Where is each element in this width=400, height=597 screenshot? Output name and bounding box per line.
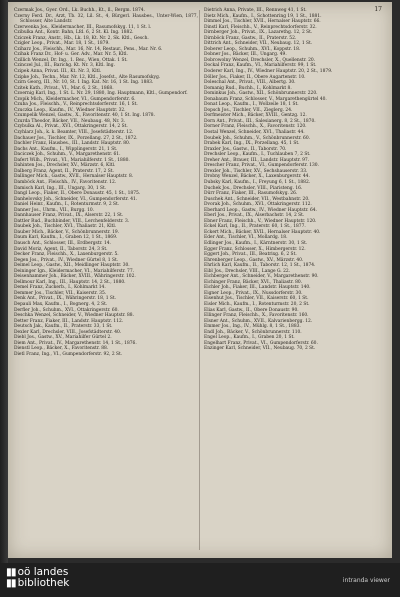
directory-entry: Elias Karl, Gastw., II., Obere Donaustr. 90. bbox=[204, 307, 299, 313]
directory-entry: Deutsch Jak., Kaufm., II., Praterstr. 33, 1 St. bbox=[14, 324, 113, 330]
directory-entry: Dafert Wilh., Privat., VI., Mariahilferstr. 1 St., 1880. bbox=[14, 157, 130, 163]
directory-entry: Czillich Wenzel, Dr. Ing., 1. Bez., Wien, Ottak. 1 St. bbox=[14, 57, 128, 63]
directory-entry: Diebl Jos., Gastw., XV., Mariahilfer Gürtel 2. bbox=[14, 335, 112, 341]
directory-entry: Dallinger Mich., Gastw., XVII., Hernalser Hauptstr. 8. bbox=[14, 174, 134, 180]
directory-entry: Draxler Jos., Gastw., II., Taborstr. 70. bbox=[204, 146, 287, 152]
directory-entry: Dobner Jos., Bäcker, III., Ungarg. 49. bbox=[204, 52, 287, 58]
directory-entry: Dirnberger Joh., Privat., IX., Lazarethg. 12, 2 St. bbox=[204, 30, 313, 36]
directory-entry: Degen Jos., Privat., IV., Wiedner Gürtel 8, 1 St. bbox=[14, 257, 119, 263]
brand-line-1: oö landes bbox=[17, 566, 69, 578]
directory-entry: Eberl Jos., Privat., IX., Alserbachstr. 14, 2 St. bbox=[204, 213, 305, 219]
directory-entry: Demmer Jos., Tischler, VII., Kaiserstr. 35. bbox=[14, 290, 107, 296]
directory-entry: Dvorak Joh., Schuhm., XVI., Ottakringerstr. 112. bbox=[204, 202, 312, 208]
directory-entry: Czerwenka Jos., Kleidermacher, III., Rasumofskyg. 11, 1 St. l. bbox=[14, 24, 152, 30]
directory-entry: Dachs Ant., Kaufm., I., Wipplingerstr. 21, 1 St. bbox=[14, 146, 118, 152]
directory-entry: Czipke Joh., Techn., Mar. Nr. 12, Kltl., Josefst., Alte Rasumofskyg. bbox=[14, 74, 161, 80]
directory-entry: Eichler Joh., Fiaker, III., Landstr. Hauptstr. 140. bbox=[204, 285, 311, 291]
directory-entry: Dietz Mich., Kaufm., I., Schottenring 19, 1 St., 1881. bbox=[204, 13, 322, 19]
directory-entry: Dellmour Karl, Ing., III., Hauptstr. 14, 2 St., 1880. bbox=[14, 279, 126, 285]
directory-entry: Daubek Joh., Tischler, XVI., Thaliastr. 21, Kltl. bbox=[14, 224, 117, 230]
directory-entry: Eder Ant., Tischler, VI., Mollardg. 18. bbox=[204, 235, 288, 241]
directory-entry: Dorn Ant., Privat., III., Salesianerg. 8, 2 St., 1870. bbox=[204, 118, 316, 124]
directory-entry: Deimel Leop., Gastw., XII., Meidlinger Hauptstr. 30. bbox=[14, 263, 130, 269]
directory-entry: Czopik Mich., Kleidermacher, VI., Gumpendorferstr. 6. bbox=[14, 96, 136, 102]
directory-entry: Dopsch Jos., Tischler, VII., Zieglerg. 24. bbox=[204, 107, 293, 113]
directory-entry: Daciczek Joh., Schuhm., V., Margarethenstr. 61. bbox=[14, 152, 121, 158]
directory-entry: Ehrenberger Leop., Gastw., XV., Märzstr. 40. bbox=[204, 257, 304, 263]
directory-entry: Czipek Anna, Privat. III., Kt. Nr. 3, Kltl. bbox=[14, 69, 102, 75]
directory-entry: Detter Franz, Fiaker, III., Landstr. Hauptstr. 112. bbox=[14, 318, 124, 324]
directory-entry: Cziharz Jos., Fleischh., Mar. 16, Nr. 14, Restaur., Pens., Mar. Nr. 6. bbox=[14, 46, 163, 52]
directory-entry: Domanig Rud., Buchh., I., Kohlmarkt 8. bbox=[204, 85, 292, 91]
directory-entry: Demel Franz, Zuckerb., I., Kohlmarkt 14. bbox=[14, 285, 106, 291]
directory-entry: Duschek Ant., Schneider, VII., Westbahnstr. 20. bbox=[204, 196, 310, 202]
directory-entry: Denk Ant., Privat., IX., Währingerstr. 18, 1 St. bbox=[14, 296, 117, 302]
directory-entry: Czinczel Jul., III., Barichg. Kt. Nr. 3, Kltl. Ing. bbox=[14, 63, 115, 69]
directory-entry: Edlinger Jos., Kaufm., I., Kärntnerstr. 30, 1 St. bbox=[204, 240, 308, 246]
directory-entry: Dinstl Karl, Fleischh., V., Reinprechtsdorferstr. 32. bbox=[204, 24, 317, 30]
directory-entry: Dobrowolny Wenzel, Drechsler, X., Quellenstr. 20. bbox=[204, 57, 316, 63]
directory-entry: Doberer Leop., Schuhm., XVI., Koppstr. 18. bbox=[204, 46, 301, 52]
directory-entry: Dorfmeister Mich., Bäcker, XVIII., Gentzg. 12. bbox=[204, 113, 307, 119]
directory-entry: Deisenhammer Joh., Bäcker, XVIII., Währingerstr. 102. bbox=[14, 274, 136, 280]
directory-entry: Czirn Georg, III., Nr. 10, St. 1 Ing. Kat. Nr. 16, 1 St. Ing. 1883. bbox=[14, 80, 154, 86]
directory-entry: Eberhard Leop., Gastw., IV., Wiedner Hauptstr. 64. bbox=[204, 207, 317, 213]
logo-line-2 bbox=[6, 578, 69, 589]
logo-mark-icon: ▮▮ bbox=[6, 577, 16, 589]
directory-entry: Enzinger Karl, Schneider, VII., Neubaug. 70, 2 St. bbox=[204, 346, 316, 352]
directory-entry: Eichberger Ant., Schneider, V., Margarethenstr. 90. bbox=[204, 274, 319, 280]
directory-entry: Eibl Jos., Drechsler, VIII., Lange G. 22. bbox=[204, 268, 291, 274]
directory-entry: Deschka Wenzel, Schneider, V., Wiedner Hauptstr. 88. bbox=[14, 313, 134, 319]
directory-entry: Doubek Joh., Schuhm., V., Schönbrunnerstr. 60. bbox=[204, 135, 311, 141]
directory-entry: Eggert Joh., Privat., III., Beatrixg. 6, 2 St. bbox=[204, 252, 297, 258]
directory-entry: Derfler Joh., Schuhm., XVI., Ottakringerstr. 60. bbox=[14, 307, 119, 313]
directory-entry: Czihak Franz Dr., Hof- u. Ger. Adv., Mar. Nr. 5, Kltl. bbox=[14, 52, 128, 58]
directory-entry: Egger Franz, Schlosser, X., Himbergerstr. 12. bbox=[204, 246, 306, 252]
directory-entry: Daum Karl, Kaufm., I., Graben 12, 1 St., 1869. bbox=[14, 235, 118, 241]
directory-entry: Donabaum Franz, Schlosser, V., Margarethengürtel 40. bbox=[204, 96, 327, 102]
directory-entry: Dienstl Leop., Bäcker, X., Favoritenstr. 88. bbox=[14, 346, 109, 352]
directory-entry: Eichinger Franz, Bäcker, XVI., Thaliastr. 80. bbox=[204, 279, 303, 285]
directory-entry: Czumpelik Wenzel, Gastw., X., Favoritenstr. 40, 1 St. Ing. 1878. bbox=[14, 113, 155, 119]
left-column bbox=[14, 8, 198, 554]
directory-entry: Dreher Ant., Brauer, III., Landstr. Hauptstr. 97. bbox=[204, 157, 310, 163]
logo-mark-icon: ▮▮ bbox=[6, 566, 16, 578]
directory-entry: Dachler Franz, Hausbes., III., Landstr. Hauptstr. 80. bbox=[14, 141, 131, 147]
directory-entry: Dahinten Jos., Drechsler, XV., Märzstr. 6, Kltl. bbox=[14, 163, 116, 169]
scanned-page bbox=[8, 2, 392, 558]
directory-entry: Diem Ant., Privat., IV., Margarethenstr. 14, 1 St., 1876. bbox=[14, 340, 137, 346]
library-logo[interactable] bbox=[6, 567, 69, 589]
directory-entry: Dorner Franz, Fleischh., X., Favoritenstr. 120. bbox=[204, 124, 307, 130]
directory-entry: Doleschal Ant., Privat., VIII., Albertg. 30. bbox=[204, 80, 296, 86]
directory-entry: Czitek Kath., Privat., VI., Mar. 6, 2 St., 1868. bbox=[14, 85, 114, 91]
viewer-footer bbox=[0, 563, 400, 597]
directory-entry: Dittrich Ant., Schneider, VII., Neubaug. 12, 1 St. bbox=[204, 41, 313, 47]
directory-entry: Dexler Karl, Drechsler, VIII., Josefstädterstr. 40. bbox=[14, 329, 122, 335]
directory-entry: Damisch Karl, Ing., III., Ungarg. 30, 1 St. bbox=[14, 185, 107, 191]
directory-entry: Dominkus Joh., Gastw., XII., Schönbrunnerstr. 220. bbox=[204, 91, 318, 97]
directory-entry: Drobny Wenzel, Bäcker, X., Laxenburgerstr. 44. bbox=[204, 174, 310, 180]
directory-entry: Elsner Ant., Schuhm., XVII., Kalvarienbergg. 12. bbox=[204, 318, 313, 324]
directory-entry: Dangl Leop., Fiaker, II., Obere Donaustr. 45, 1 St., 1875. bbox=[14, 191, 141, 197]
directory-entry: Döller Jos., Fiaker, II., Obere Augartenstr. 10. bbox=[204, 74, 306, 80]
directory-entry: Engel Leop., Kaufm., I., Graben 20, 1 St. bbox=[204, 335, 295, 341]
directory-entry: Czyhlarz Joh., k. k. Beamter, VIII., Josefstädterstr. 12. bbox=[14, 130, 134, 136]
directory-entry: Engelhart Franz, Privat., VI., Gumpendorferstr. 60. bbox=[204, 340, 318, 346]
column-divider bbox=[199, 10, 200, 550]
brand-line-2: bibliothek bbox=[17, 577, 70, 589]
directory-entry: David Moriz, Agent, II., Taborstr. 24, 3 St. bbox=[14, 246, 108, 252]
directory-entry: Czuczka Leop., Kaufm., IV., Wiedner Hauptstr. 32. bbox=[14, 107, 126, 113]
page-number: 17 bbox=[374, 6, 382, 13]
directory-entry: Dannhauser Franz, Privat., IX., Alserstr. 22, 1 St. bbox=[14, 213, 124, 219]
viewer-label[interactable]: intranda viewer bbox=[342, 577, 390, 584]
directory-entry: Emmer Jos., Ing., IV., Mühlg. 8, 1 St., 1883. bbox=[204, 324, 301, 330]
directory-entry: Danner Jos., Uhrm., VII., Burgg. 10. bbox=[14, 207, 95, 213]
directory-entry: Drechsler Leop., Kaufm., I., Tuchlauben 7, 2 St. bbox=[204, 152, 311, 158]
directory-entry: Eisler Mich., Kaufm., I., Rotenturmstr. 20, 2 St. bbox=[204, 301, 310, 307]
directory-entry: Dauber Mich., Bäcker, V., Schönbrunnerstr. 19. bbox=[14, 229, 120, 235]
directory-entry: Dietl Franz, Ing., VI., Gumpendorferstr. 92, 2 St. bbox=[14, 351, 123, 357]
directory-entry: Czerny Ferd. Dr., Arzt, Tb. 32, Lil. St., 4, Bürgerl. Hausbes., Unter-Wien, 1877, Schlosser, Alte Landstr. bbox=[14, 13, 198, 25]
directory-entry: Damböck Ant., Fleischh., IV., Favoritenstr. 12. bbox=[14, 179, 117, 185]
directory-entry: Drescher Franz, Privat., VI., Gumpendorferstr. 130. bbox=[204, 163, 319, 169]
directory-entry: Czigler Leop., Privat., Mar. 18, 1 St., 1879. bbox=[14, 41, 110, 47]
directory-entry: Drabek Karl, Ing., IX., Porzellang. 45, 1 St. bbox=[204, 141, 300, 147]
directory-entry: Dubsky Karl, Kaufm., I., Freyung 6, 1 St., 1882. bbox=[204, 179, 311, 185]
directory-entry: Dürr Franz, Fiaker, III., Rasumofskyg. 26. bbox=[204, 191, 298, 197]
directory-entry: Eigner Leop., Privat., IX., Nussdorferstr. 30. bbox=[204, 290, 303, 296]
directory-entry: Doderer Karl, Ing., IV., Wiedner Hauptstr. 20, 2 St., 1879. bbox=[204, 69, 333, 75]
directory-entry: Drexler Joh., Tischler, XV., Sechshauserstr. 33. bbox=[204, 168, 308, 174]
right-column bbox=[204, 8, 388, 554]
directory-entry: Depauli Max, Kaufm., I., Bognerg. 4, 2 St. bbox=[14, 301, 108, 307]
directory-entry: Dietrich Anna, Private, III., Rennweg 41, 1 St. bbox=[204, 8, 307, 13]
directory-entry: Decker Franz, Fleischh., X., Laxenburgerstr. 5. bbox=[14, 252, 119, 258]
directory-entry: Dalberg Franz, Agent, II., Praterstr. 17, 2 St. bbox=[14, 168, 114, 174]
directory-entry: Duchek Jos., Drechsler, VIII., Piaristeng. 16. bbox=[204, 185, 303, 191]
directory-entry: Eckel Karl, Ing., II., Praterstr. 60, 1 St., 1877. bbox=[204, 224, 306, 230]
directory-entry: Deininger Ign., Kleidermacher, VI., Mariahilferstr. 77. bbox=[14, 268, 135, 274]
directory-entry: Czoernig Karl, Ing., 1 St. L. Nr. 29, 1880, Ing. Hauptmann, Kltl., Gumpendorf. bbox=[14, 91, 188, 97]
directory-entry: Cziczek Franz, Anstr., Hb., Lk. 18, Kt. Nr. 2, Sk. Kltl., Gesch. bbox=[14, 35, 149, 41]
directory-entry: Dirnböck Franz, Gastw., II., Praterstr. 52. bbox=[204, 35, 297, 41]
directory-entry: Dimmel Jos., Tischler, XVII., Hernalser Hauptstr. 66. bbox=[204, 19, 321, 25]
page-gutter bbox=[0, 0, 8, 563]
directory-entry: Ehrlich Karl, Kaufm., II., Taborstr. 12, 1 St., 1874. bbox=[204, 263, 316, 269]
directory-entry: Dachauer Jos., Tischler, IX., Porzellang. 27, 2 St., 1872. bbox=[14, 135, 138, 141]
directory-entry: Dockal Franz, Kaufm., VI., Mariahilferstr. 99, 1 St. bbox=[204, 63, 317, 69]
directory-entry: Ebner Franz, Fleischh., V., Wiedner Hauptstr. 120. bbox=[204, 218, 317, 224]
directory-entry: Czybulka Al., Privat., XVI., Ottakringerstr. 14, 2 St. bbox=[14, 124, 128, 130]
directory-entry: Ellinger Franz, Fleischh., X., Favoritenstr. 160. bbox=[204, 313, 309, 319]
directory-entry: Czuba Jos., Fleischh., V., Reinprechtsdorferstr. 16, 1 St. bbox=[14, 102, 138, 108]
directory-entry: Dostal Wenzel, Schneider, XVI., Thaliastr. 44. bbox=[204, 130, 305, 136]
directory-entry: Donat Leop., Kaufm., I., Wollzeile 18, 1 St. bbox=[204, 102, 299, 108]
directory-entry: Danhelovsky Joh., Schneider, VI., Gumpendorferstr. 41. bbox=[14, 196, 138, 202]
directory-entry: Eisenhut Jos., Tischler, VII., Kaiserstr. 60, 1 St. bbox=[204, 296, 309, 302]
directory-entry: Dausch Ant., Schlosser, III., Erdbergstr. 14. bbox=[14, 240, 111, 246]
directory-entry: Eckert Mich., Bäcker, XVII., Hernalser Hauptstr. 40. bbox=[204, 229, 321, 235]
directory-entry: Czermak Jos., Gyer. Ord., Lk. Buchh., Kt., ll., Bergm. 1874. bbox=[14, 8, 145, 13]
directory-entry: Czurda Theodor, Bäcker, VII., Neubaug. 48, Nr. 3. bbox=[14, 118, 126, 124]
directory-entry: Daniel Heinr., Kaufm., I., Rotenturmstr. 9, 2 St. bbox=[14, 202, 120, 208]
directory-entry: Dattler Rud., Buchbinder, VIII., Lerchenfelderstr. 3. bbox=[14, 218, 130, 224]
directory-entry: Czibulka Ant., Kontr. Bahn, Lfd. 6, 2 St. Kl. Ing. 1882. bbox=[14, 30, 134, 36]
directory-entry: Endl Joh., Bäcker, V., Schönbrunnerstr. 110. bbox=[204, 329, 302, 335]
